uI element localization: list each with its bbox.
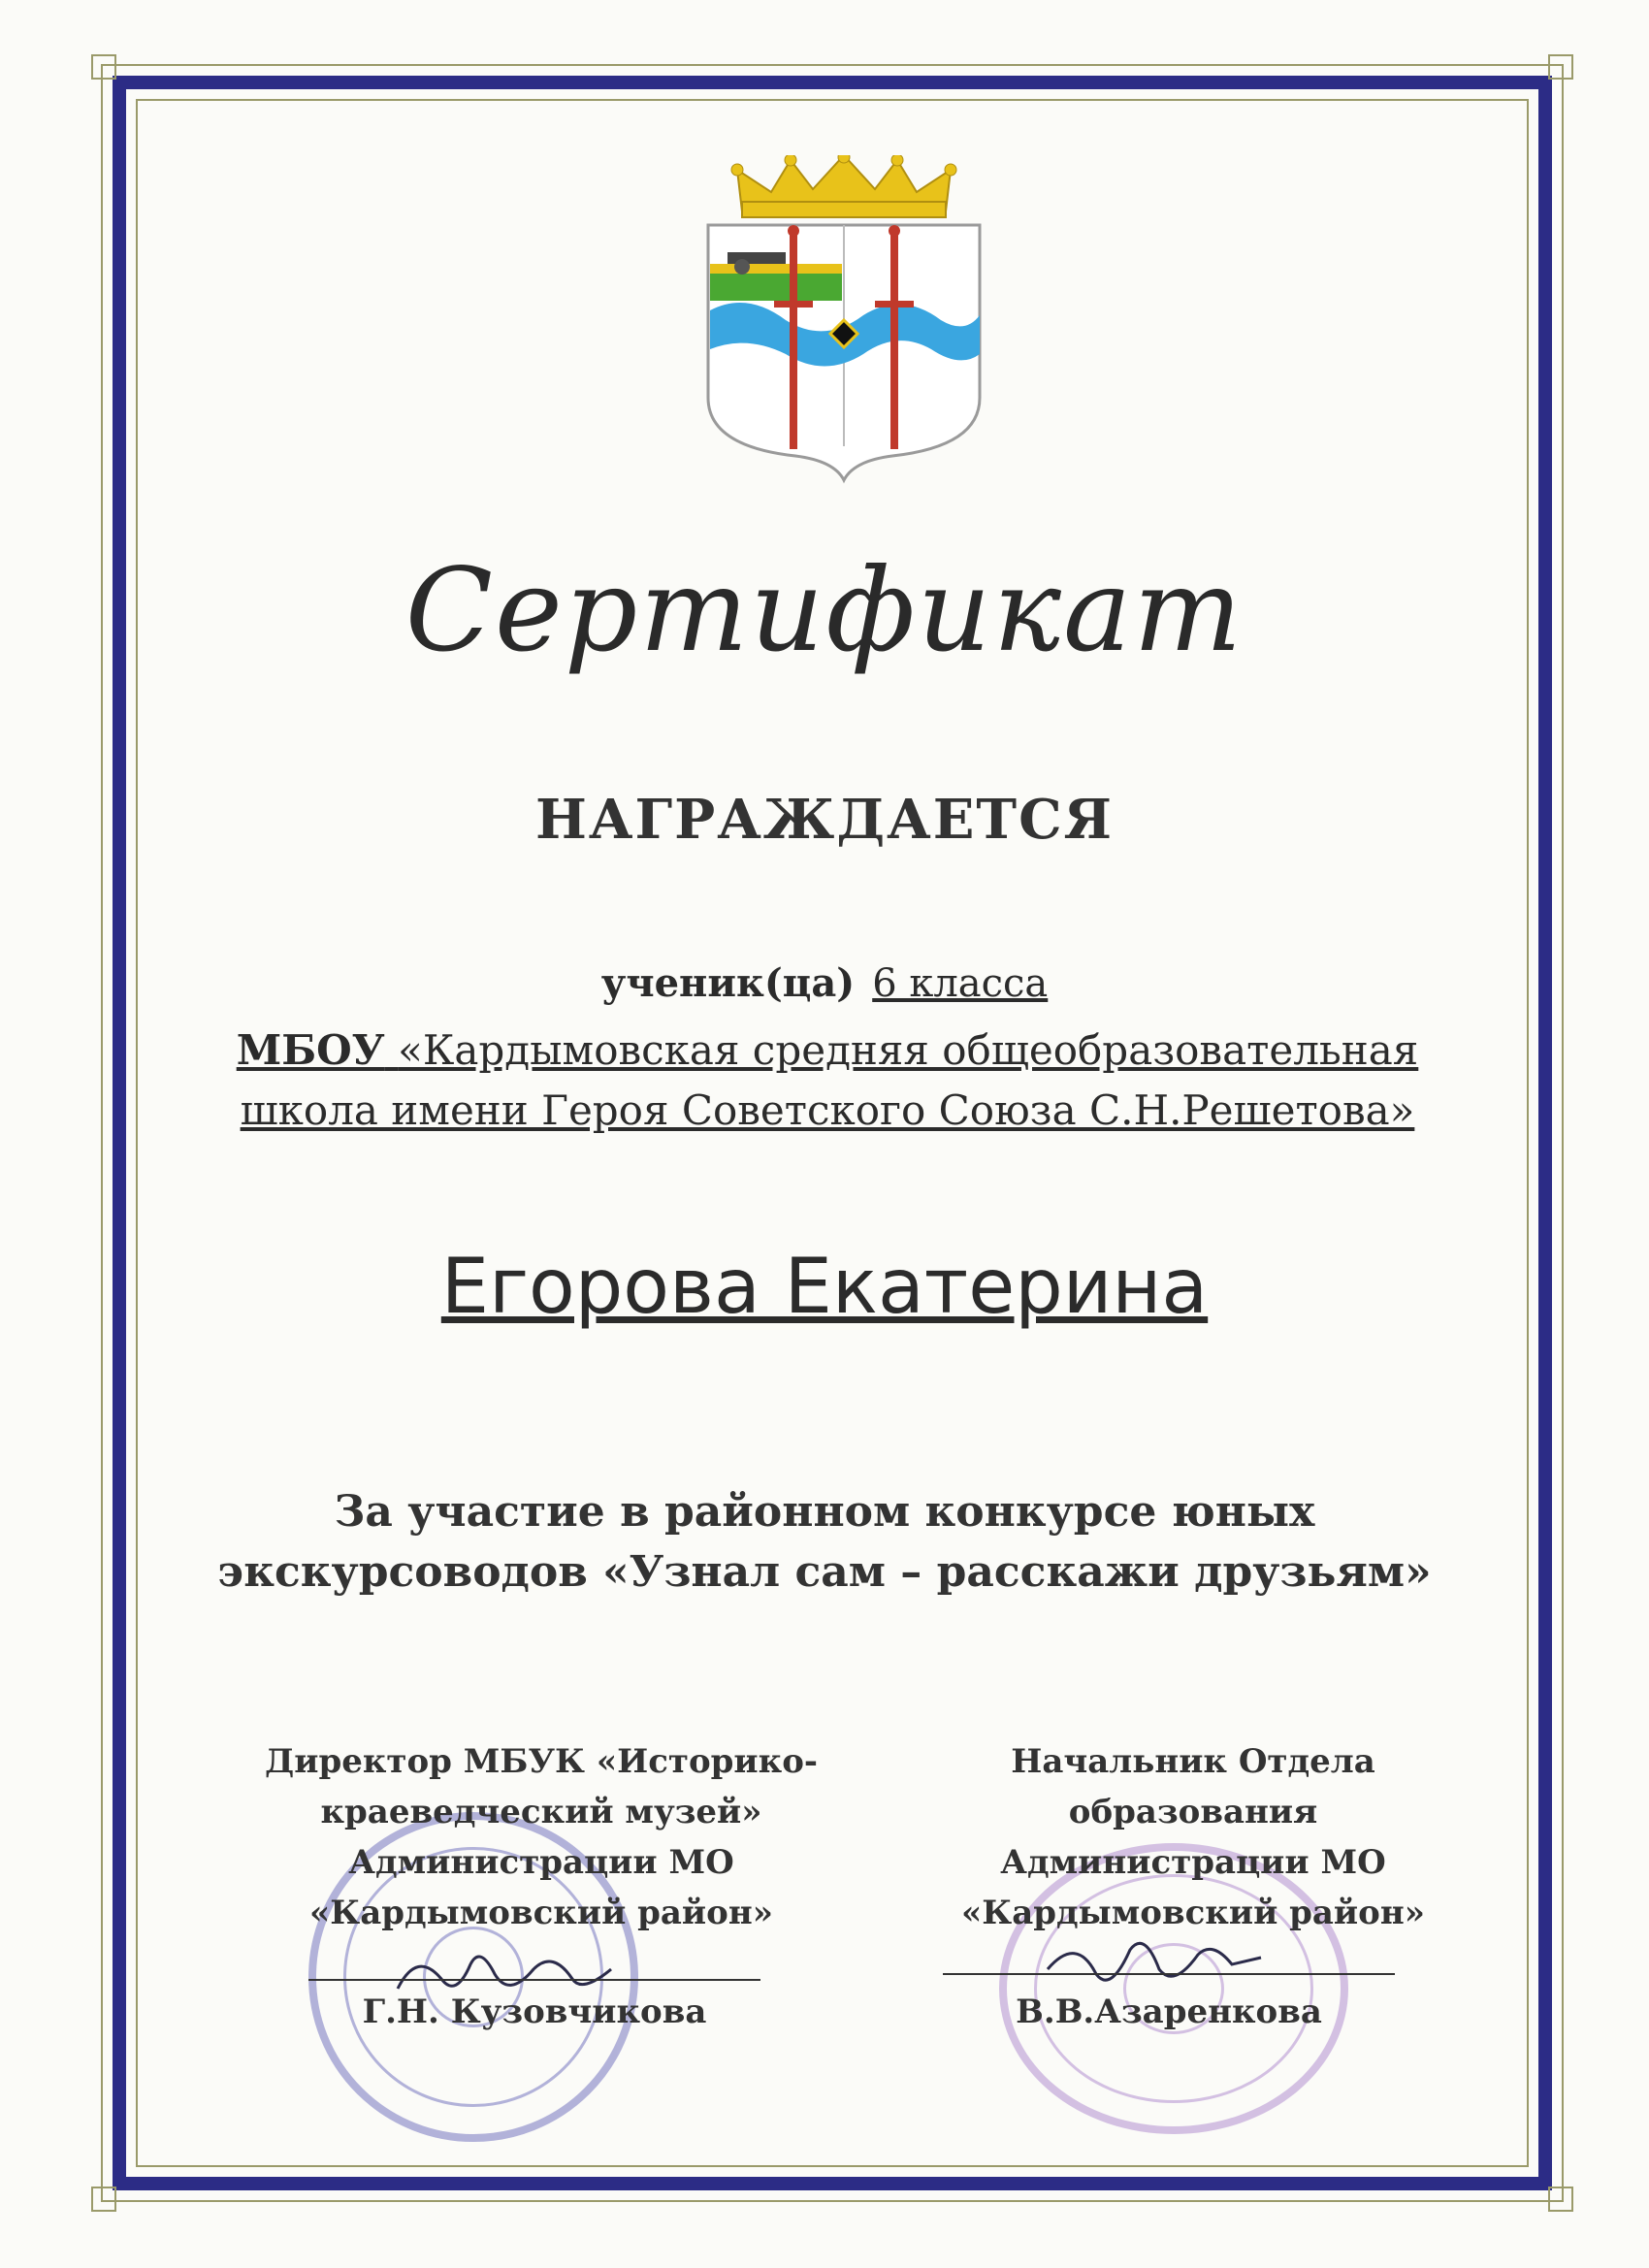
class-value: 6 класса xyxy=(872,961,1049,1006)
student-class-line xyxy=(0,960,1649,1006)
school-line-2: школа имени Героя Советского Союза С.Н.Решетова» xyxy=(240,1086,1415,1134)
left-title-line: краеведческий музей» xyxy=(320,1793,762,1831)
school-type: МБОУ xyxy=(236,1026,385,1074)
reason-line-1: За участие в районном конкурсе юных xyxy=(334,1487,1315,1537)
award-reason xyxy=(194,1482,1455,1603)
left-title-line: Администрации МО xyxy=(348,1843,734,1882)
right-title-line: образования xyxy=(1068,1793,1318,1831)
school-name xyxy=(215,1021,1439,1141)
left-signature-line xyxy=(308,1979,760,1981)
right-signature-line xyxy=(943,1973,1395,1975)
school-line-1 xyxy=(385,1026,398,1074)
right-signatory-title xyxy=(922,1736,1465,1938)
corner-ornament xyxy=(1548,54,1573,80)
coat-of-arms-icon xyxy=(689,155,999,485)
left-title-line: Директор МБУК «Историко- xyxy=(265,1742,818,1781)
left-title-line: «Кардымовский район» xyxy=(309,1894,773,1932)
reason-line-2: экскурсоводов «Узнал сам – расскажи друзьям» xyxy=(217,1547,1432,1597)
corner-ornament xyxy=(1548,2187,1573,2212)
school-line-1-text: «Кардымовская средняя общеобразовательная xyxy=(398,1026,1419,1074)
right-signatory-name: В.В.Азаренкова xyxy=(1016,1993,1322,2031)
right-title-line: «Кардымовский район» xyxy=(961,1894,1425,1932)
corner-ornament xyxy=(91,2187,116,2212)
right-title-line: Администрации МО xyxy=(1000,1843,1386,1882)
awarded-heading: НАГРАЖДАЕТСЯ xyxy=(534,788,1115,852)
left-signatory-name: Г.Н. Кузовчикова xyxy=(362,1993,707,2031)
student-label: ученик(ца) xyxy=(600,960,856,1006)
right-signature-icon xyxy=(1038,1930,1271,1998)
left-signatory-title xyxy=(250,1736,832,1938)
recipient-name: Егорова Екатерина xyxy=(440,1244,1209,1331)
right-title-line: Начальник Отдела xyxy=(1011,1742,1375,1781)
corner-ornament xyxy=(91,54,116,80)
certificate-title: Сертификат xyxy=(404,543,1245,677)
